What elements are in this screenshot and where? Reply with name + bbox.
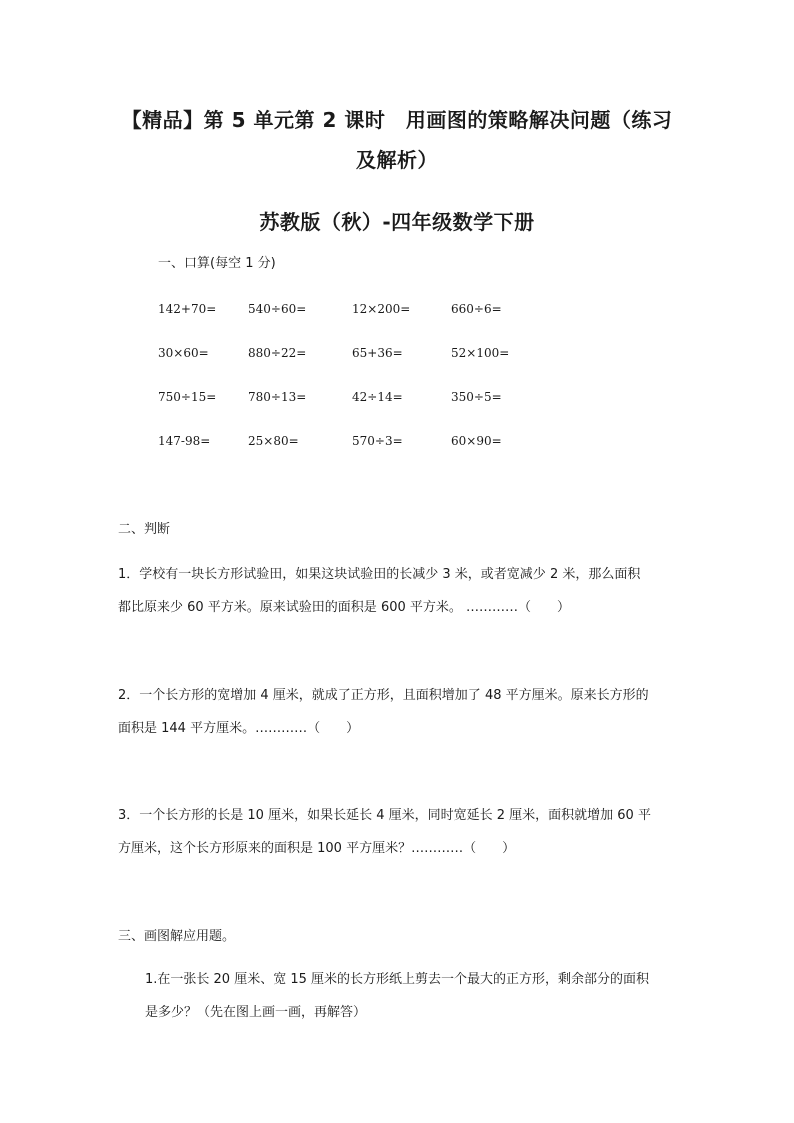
judgement-question bbox=[118, 558, 678, 624]
title-line-1: 【精品】第 5 单元第 2 课时 用画图的策略解决问题（练习 bbox=[121, 108, 673, 132]
question-text-line: 是多少？（先在图上画一画，再解答） bbox=[145, 1005, 367, 1020]
judgement-question bbox=[118, 679, 678, 745]
document-title bbox=[100, 100, 694, 180]
calc-item: 750÷15= bbox=[158, 390, 217, 404]
question-text-line: 1．学校有一块长方形试验田，如果这块试验田的长减少 3 米，或者宽减少 2 米，那么面积 bbox=[118, 567, 641, 582]
calc-item: 142+70= bbox=[158, 302, 217, 316]
judgement-question bbox=[118, 799, 678, 865]
calc-item: 540÷60= bbox=[248, 302, 307, 316]
calc-item: 25×80= bbox=[248, 434, 299, 448]
calc-item: 42÷14= bbox=[352, 390, 403, 404]
question-text-line: 3．一个长方形的长是 10 厘米，如果长延长 4 厘米，同时宽延长 2 厘米，面积就增加 60 平 bbox=[118, 808, 651, 823]
calc-item: 780÷13= bbox=[248, 390, 307, 404]
document-subtitle: 苏教版（秋）-四年级数学下册 bbox=[259, 210, 535, 234]
section-3-heading: 三、画图解应用题。 bbox=[118, 929, 236, 944]
title-line-1-continued: 及解析） bbox=[356, 148, 438, 172]
calc-item: 880÷22= bbox=[248, 346, 307, 360]
calc-item: 660÷6= bbox=[451, 302, 502, 316]
calc-item: 570÷3= bbox=[352, 434, 403, 448]
question-text-line: 都比原来少 60 平方米。原来试验田的面积是 600 平方米。 …………（ ） bbox=[118, 600, 571, 615]
question-text-line: 方厘米，这个长方形原来的面积是 100 平方厘米？…………（ ） bbox=[118, 841, 516, 856]
question-text-line: 2．一个长方形的宽增加 4 厘米，就成了正方形，且面积增加了 48 平方厘米。原来长方形的 bbox=[118, 688, 649, 703]
word-problem bbox=[145, 963, 685, 1029]
section-2-heading: 二、判断 bbox=[118, 522, 171, 537]
calc-item: 30×60= bbox=[158, 346, 209, 360]
calc-item: 65+36= bbox=[352, 346, 403, 360]
question-text-line: 1.在一张长 20 厘米、宽 15 厘米的长方形纸上剪去一个最大的正方形，剩余部分的面积 bbox=[145, 972, 650, 987]
calc-item: 52×100= bbox=[451, 346, 510, 360]
question-text-line: 面积是 144 平方厘米。…………（ ） bbox=[118, 721, 360, 736]
calc-item: 60×90= bbox=[451, 434, 502, 448]
calc-item: 12×200= bbox=[352, 302, 411, 316]
section-1-heading: 一、口算(每空 1 分) bbox=[158, 256, 276, 271]
calc-item: 147-98= bbox=[158, 434, 211, 448]
calc-item: 350÷5= bbox=[451, 390, 502, 404]
